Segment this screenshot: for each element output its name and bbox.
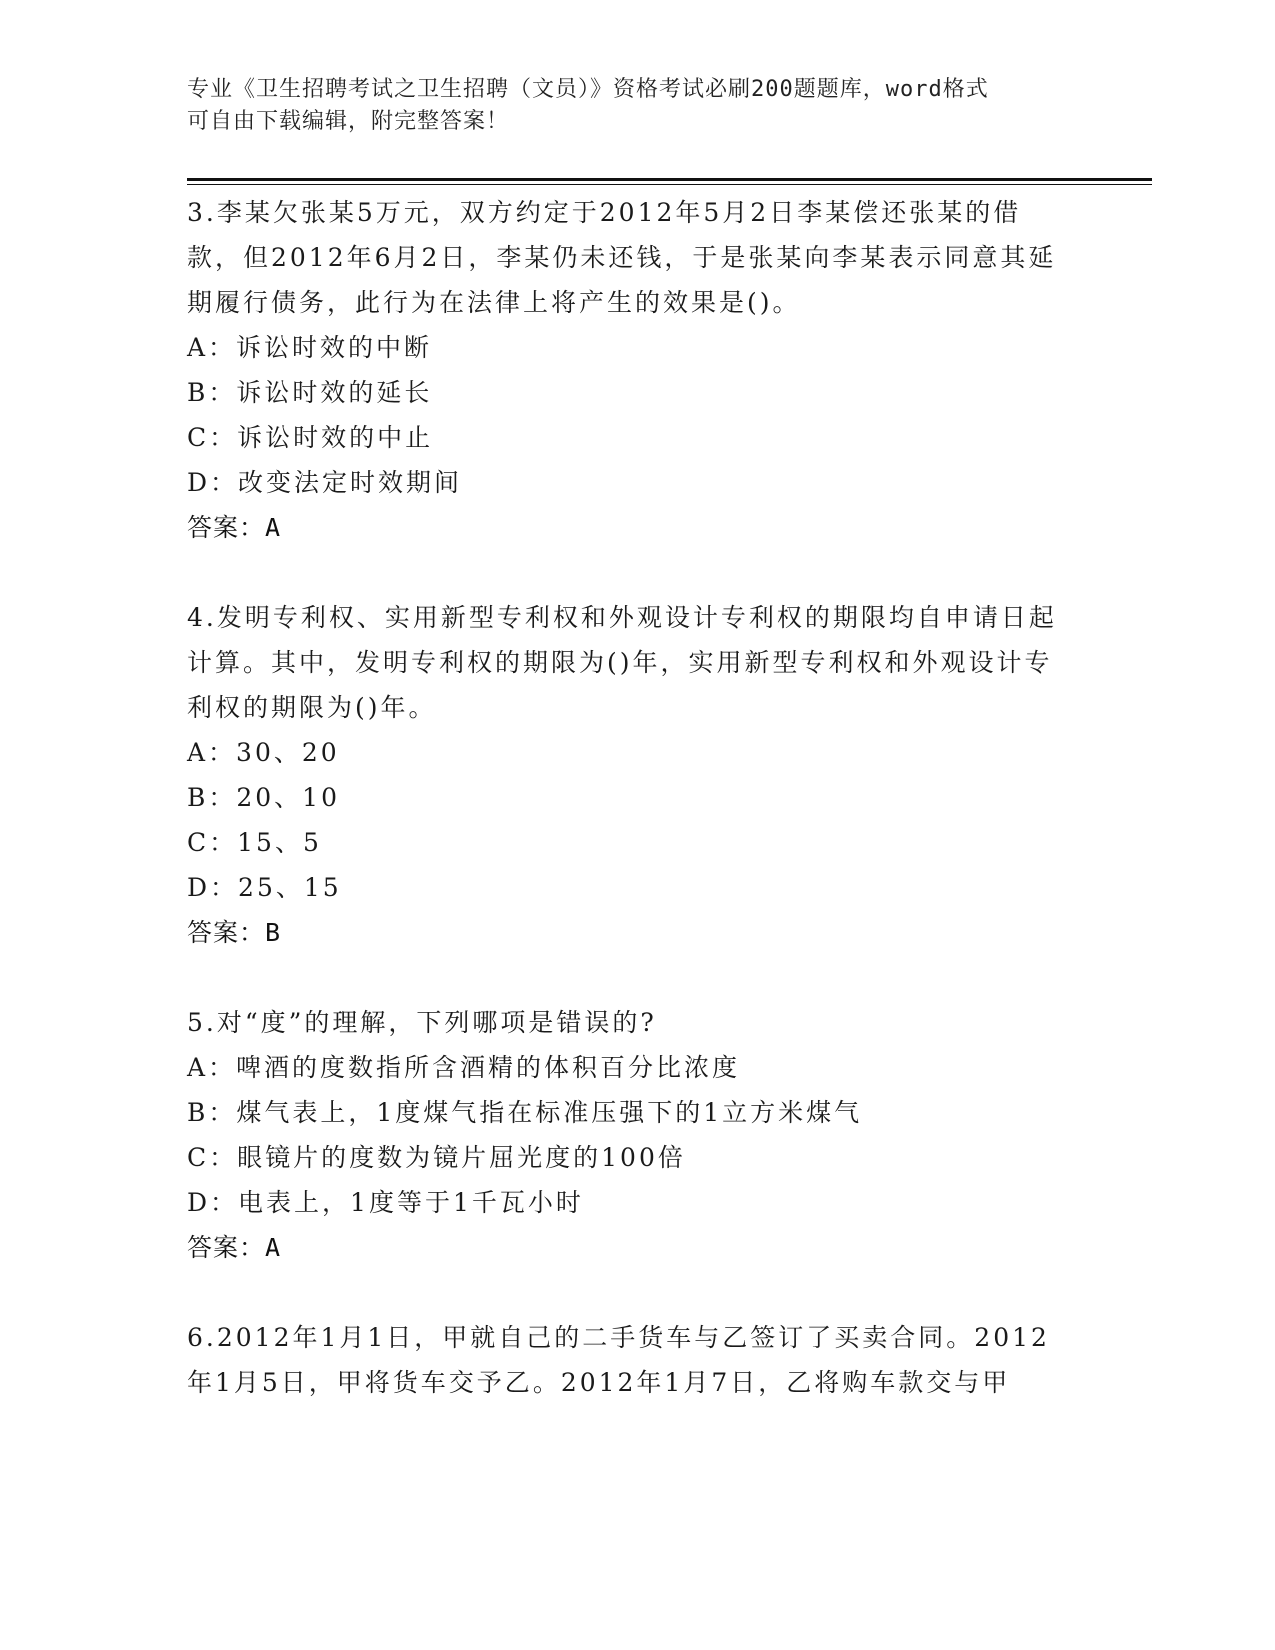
option-d: D：改变法定时效期间 xyxy=(187,468,463,497)
question-stem: 6.2012年1月1日，甲就自己的二手货车与乙签订了买卖合同。2012年1月5日，甲将货车交予乙。2012年1月7日，乙将购车款交与甲 xyxy=(187,1323,1050,1397)
header-title-line-2: 可自由下载编辑，附完整答案！ xyxy=(187,109,510,134)
option-d: D：电表上，1度等于1千瓦小时 xyxy=(187,1188,584,1217)
question-6 xyxy=(187,1315,1067,1405)
option-c: C：15、5 xyxy=(187,828,322,857)
question-5 xyxy=(187,1000,1067,1271)
answer-line: 答案：B xyxy=(187,918,282,947)
question-list xyxy=(187,190,1067,1449)
option-a: A：30、20 xyxy=(187,738,340,767)
header-divider-thick xyxy=(187,178,1152,181)
question-stem: 3.李某欠张某5万元，双方约定于2012年5月2日李某偿还张某的借款，但2012年6月2日，李某仍未还钱，于是张某向李某表示同意其延期履行债务，此行为在法律上将产生的效果是()。 xyxy=(187,198,1057,317)
option-b: B：诉讼时效的延长 xyxy=(187,378,433,407)
option-b: B：20、10 xyxy=(187,783,340,812)
option-a: A：诉讼时效的中断 xyxy=(187,333,433,362)
answer-line: 答案：A xyxy=(187,513,282,542)
question-stem: 4.发明专利权、实用新型专利权和外观设计专利权的期限均自申请日起计算。其中，发明专利权的期限为()年，实用新型专利权和外观设计专利权的期限为()年。 xyxy=(187,603,1057,722)
option-d: D：25、15 xyxy=(187,873,342,902)
answer-line: 答案：A xyxy=(187,1233,282,1262)
question-3 xyxy=(187,190,1067,551)
question-stem: 5.对“度”的理解，下列哪项是错误的? xyxy=(187,1008,657,1037)
option-c: C：眼镜片的度数为镜片屈光度的100倍 xyxy=(187,1143,686,1172)
header-divider-thin xyxy=(187,184,1152,185)
header-title-line-1: 专业《卫生招聘考试之卫生招聘（文员）》资格考试必刷200题题库，word格式 xyxy=(187,77,989,102)
option-a: A：啤酒的度数指所含酒精的体积百分比浓度 xyxy=(187,1053,741,1082)
question-4 xyxy=(187,595,1067,956)
page-header xyxy=(187,74,1067,138)
option-b: B：煤气表上，1度煤气指在标准压强下的1立方米煤气 xyxy=(187,1098,863,1127)
option-c: C：诉讼时效的中止 xyxy=(187,423,434,452)
